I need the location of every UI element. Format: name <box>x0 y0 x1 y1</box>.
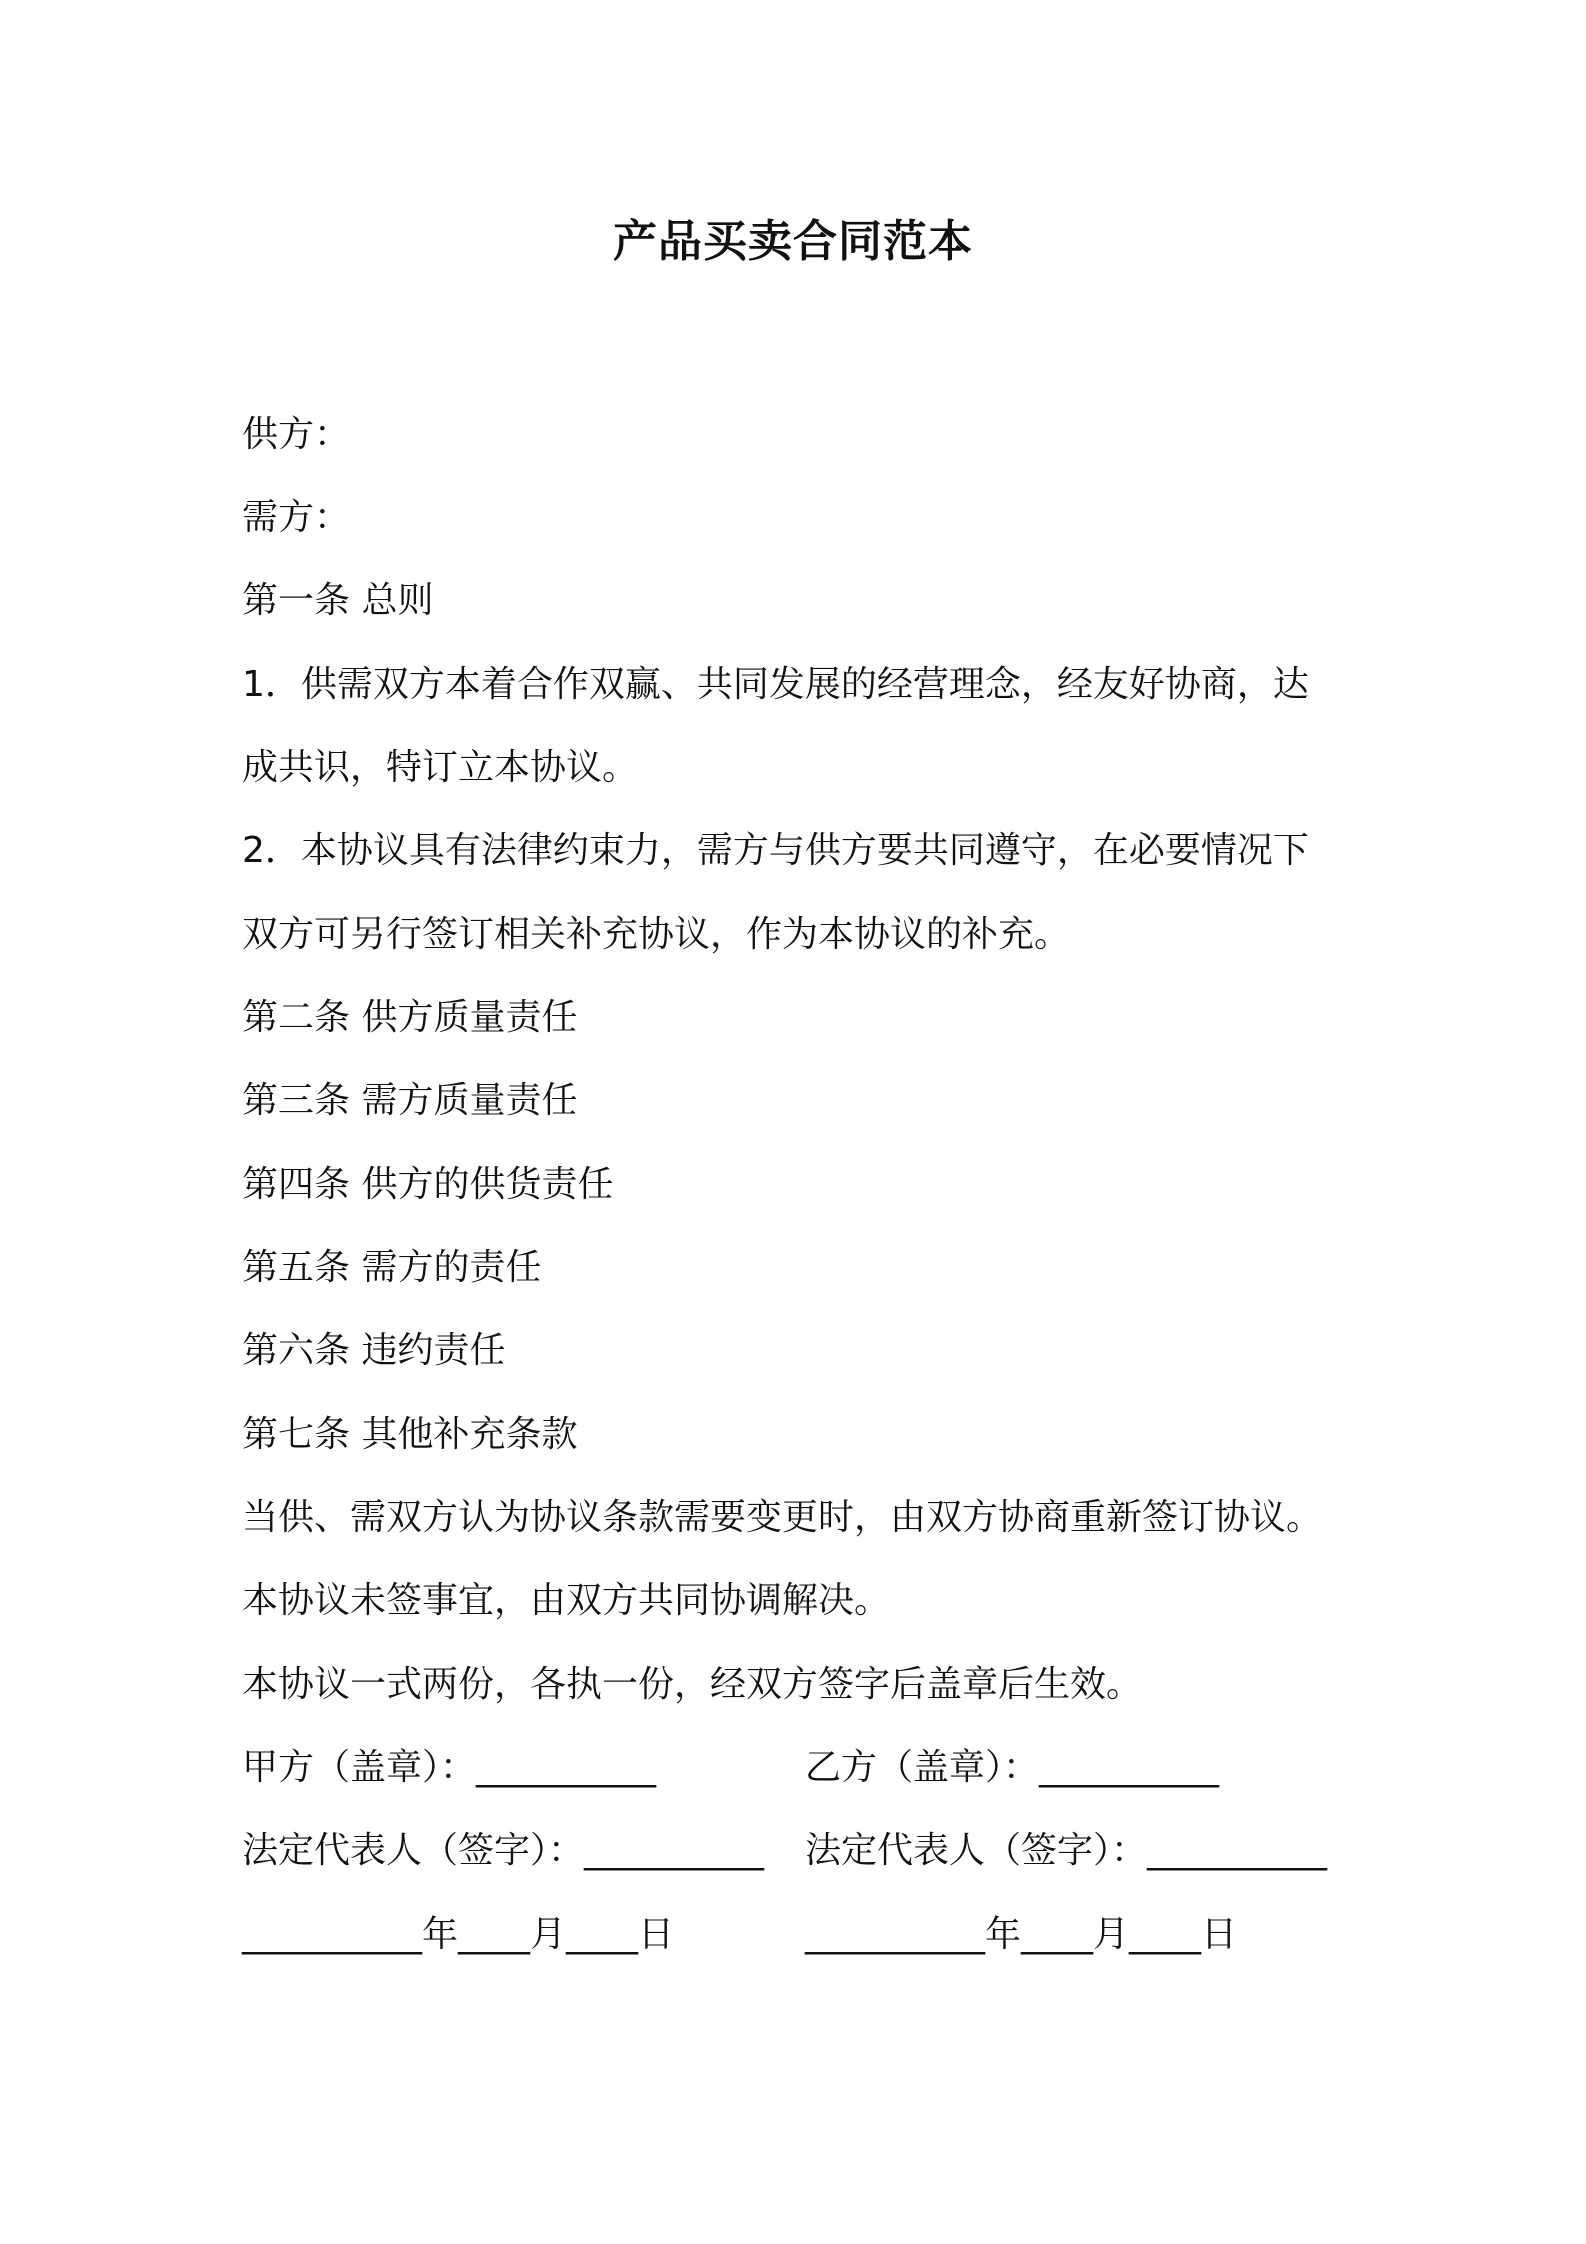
closing-paragraph: 当供、需双方认为协议条款需要变更时，由双方协商重新签订协议。 <box>242 1497 1323 1538</box>
closing-paragraph: 本协议一式两份，各执一份，经双方签字后盖章后生效。 <box>242 1664 1143 1705</box>
article-heading: 第七条 其他补充条款 <box>242 1414 578 1455</box>
article-1-paragraph-1-line-1: 1．供需双方本着合作双赢、共同发展的经营理念，经友好协商，达 <box>242 664 1309 705</box>
party-b-representative-field: 法定代表人（签字）：__________ <box>805 1830 1328 1871</box>
article-heading: 第二条 供方质量责任 <box>242 997 578 1038</box>
article-1-heading: 第一条 总则 <box>242 580 434 621</box>
party-a-date-field: __________年____月____日 <box>242 1914 674 1955</box>
party-b-date-field: __________年____月____日 <box>805 1914 1237 1955</box>
party-a-representative-field: 法定代表人（签字）：__________ <box>242 1830 765 1871</box>
buyer-label: 需方： <box>242 497 351 538</box>
article-heading: 第三条 需方质量责任 <box>242 1080 578 1121</box>
party-a-seal-field: 甲方（盖章）：__________ <box>242 1747 657 1788</box>
article-heading: 第四条 供方的供货责任 <box>242 1164 614 1205</box>
article-heading: 第五条 需方的责任 <box>242 1247 542 1288</box>
article-1-paragraph-1-line-2: 成共识，特订立本协议。 <box>242 747 639 788</box>
closing-paragraph: 本协议未签事宜，由双方共同协调解决。 <box>242 1580 891 1621</box>
supplier-label: 供方： <box>242 414 351 455</box>
page-title: 产品买卖合同范本 <box>613 216 973 267</box>
article-1-paragraph-2-line-1: 2．本协议具有法律约束力，需方与供方要共同遵守，在必要情况下 <box>242 830 1309 871</box>
article-heading: 第六条 违约责任 <box>242 1330 506 1371</box>
article-1-paragraph-2-line-2: 双方可另行签订相关补充协议，作为本协议的补充。 <box>242 914 1071 955</box>
party-b-seal-field: 乙方（盖章）：__________ <box>805 1747 1220 1788</box>
